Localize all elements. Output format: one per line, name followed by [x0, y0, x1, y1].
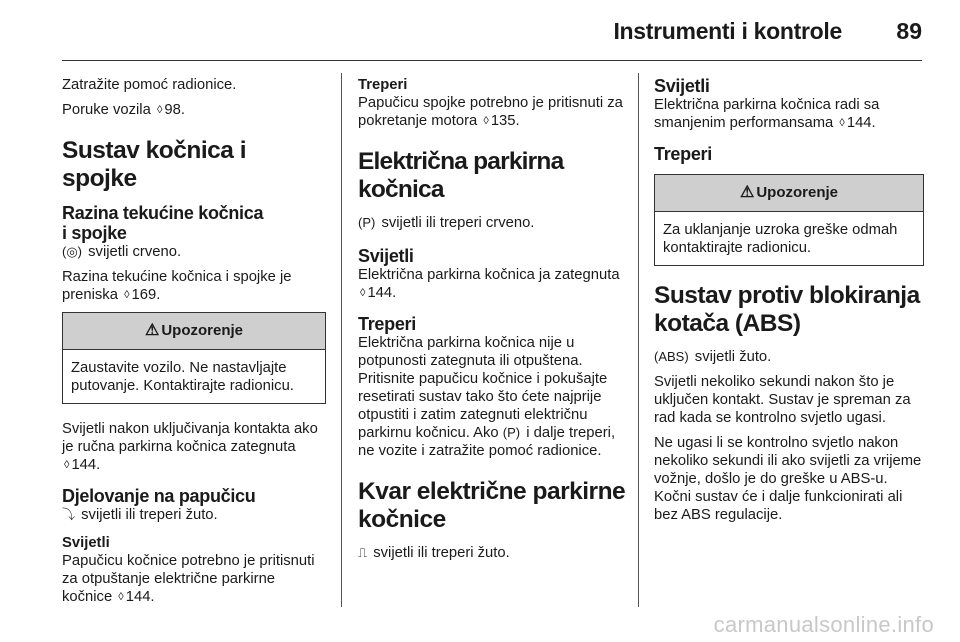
- reference-arrow-icon: ◊: [483, 115, 489, 127]
- section-heading: [358, 478, 628, 534]
- text: svijetli crveno.: [88, 244, 182, 260]
- subsection-heading: Svijetli: [358, 246, 414, 266]
- paragraph: [654, 96, 924, 132]
- paragraph: [358, 334, 628, 460]
- text: Poruke vozila: [62, 102, 151, 118]
- warning-box: [654, 174, 924, 266]
- text: Papučicu spojke potrebno je pritisnuti za pokretanje motora: [358, 95, 623, 129]
- reference-arrow-icon: ◊: [156, 104, 163, 116]
- warning-triangle-icon: ⚠: [144, 322, 160, 339]
- text: Upozorenje: [161, 322, 244, 339]
- warning-title: [655, 175, 923, 212]
- text: svijetli žuto.: [694, 349, 772, 365]
- page-reference[interactable]: 144.: [71, 457, 101, 473]
- parking-brake-fault-icon: ⎍: [358, 545, 368, 560]
- heading-line: Razina tekućine kočnica: [62, 203, 264, 223]
- text: Razina tekućine kočnica i spojke je preniska: [62, 269, 292, 303]
- subsection-heading: Treperi: [654, 144, 712, 164]
- subsection-heading: Djelovanje na papučicu: [62, 486, 256, 506]
- pedal-icon: ⤵: [62, 507, 76, 522]
- paragraph: [654, 348, 924, 366]
- heading-line: kočnice: [358, 506, 446, 533]
- minor-heading: Svijetli: [62, 535, 110, 551]
- text: svijetli ili treperi crveno.: [381, 215, 535, 231]
- parking-brake-icon: (P): [358, 215, 376, 230]
- text: Električna parkirna kočnica radi sa smanjenim performansama: [654, 97, 880, 131]
- text: Električna parkirna kočnica nije u potpunosti zategnuta ili otpuštena. Pritisnite papučicu kočnice i pokušajte resetirati sustav tako što ćete najprije otpustiti i zatim zategnuti električnu parkirnu kočnicu. Ako: [358, 335, 608, 441]
- paragraph: Ne ugasi li se kontrolno svjetlo nakon nekoliko sekundi ili ako svijetli za vrijeme vožnje, došlo je do greške u ABS-u. Kočni sustav će i dalje funkcionirati ali bez ABS regulacije.: [654, 435, 922, 523]
- paragraph: Zatražite pomoć radionice.: [62, 77, 237, 93]
- text: Električna parkirna kočnica ja zategnuta: [358, 267, 620, 283]
- text: i dalje treperi, ne vozite i zatražite pomoć radionice.: [358, 425, 616, 459]
- warning-box: [62, 312, 326, 404]
- warning-title: [63, 313, 325, 350]
- watermark: carmanualsonline.info: [713, 612, 934, 637]
- text: Upozorenje: [756, 184, 839, 201]
- reference-arrow-icon: ◊: [839, 117, 845, 129]
- subsection-heading: [62, 203, 326, 243]
- column-2: [358, 76, 628, 569]
- reference-arrow-icon: ◊: [360, 287, 366, 299]
- section-heading: Sustav kočnica i spojke: [62, 137, 247, 192]
- paragraph: [62, 506, 326, 524]
- parking-brake-icon: (P): [502, 425, 521, 440]
- warning-body: Zaustavite vozilo. Ne nastavljajte putovanje. Kontaktirajte radionicu.: [71, 360, 294, 394]
- heading-line: Kvar električne parkirne: [358, 478, 626, 505]
- header-title: Instrumenti i kontrole: [613, 18, 842, 44]
- column-1: [62, 76, 326, 613]
- page-reference[interactable]: 144.: [125, 589, 155, 605]
- subsection-heading: Treperi: [358, 314, 416, 334]
- text: Svijetli nakon uključivanja kontakta ako je ručna parkirna kočnica zategnuta: [62, 421, 318, 455]
- reference-arrow-icon: ◊: [118, 591, 124, 603]
- page-reference[interactable]: 98.: [164, 102, 185, 118]
- reference-arrow-icon: ◊: [64, 459, 70, 471]
- section-heading: Električna parkirna kočnica: [358, 148, 564, 203]
- paragraph: [62, 268, 326, 304]
- column-3: [654, 76, 924, 531]
- column-divider-1: [341, 73, 342, 607]
- text: Papučicu kočnice potrebno je pritisnuti za otpuštanje električne parkirne kočnice: [62, 553, 315, 605]
- heading-line: i spojke: [62, 223, 127, 243]
- minor-heading: Treperi: [358, 77, 408, 93]
- paragraph: [358, 214, 628, 232]
- page-reference[interactable]: 144.: [846, 115, 876, 131]
- text: svijetli ili treperi žuto.: [373, 545, 510, 561]
- warning-body: Za uklanjanje uzroka greške odmah kontaktirajte radionicu.: [663, 222, 898, 256]
- paragraph: [62, 243, 326, 261]
- paragraph: [358, 266, 628, 302]
- warning-triangle-icon: ⚠: [739, 184, 755, 201]
- brake-fluid-icon: (◎): [62, 244, 83, 259]
- abs-icon: (ABS): [654, 349, 689, 364]
- reference-arrow-icon: ◊: [124, 289, 130, 301]
- subsection-heading: Svijetli: [654, 76, 710, 96]
- heading-line: Sustav protiv blokiranja: [654, 282, 920, 309]
- paragraph: [358, 94, 628, 130]
- paragraph: [62, 420, 326, 474]
- header-divider: [62, 60, 922, 61]
- paragraph: [358, 544, 628, 562]
- paragraph: Svijetli nekoliko sekundi nakon što je uključen kontakt. Sustav je spreman za rad kada se kontrolno svjetlo ugasi.: [654, 374, 911, 426]
- page-reference[interactable]: 169.: [131, 287, 161, 303]
- page-header: [0, 0, 960, 60]
- page-number: 89: [896, 18, 922, 44]
- page-reference[interactable]: 135.: [490, 113, 520, 129]
- paragraph: [62, 552, 326, 606]
- heading-line: kotača (ABS): [654, 310, 801, 337]
- text: svijetli ili treperi žuto.: [81, 507, 218, 523]
- paragraph: [62, 101, 326, 119]
- column-divider-2: [638, 73, 639, 607]
- section-heading: [654, 282, 924, 338]
- page-reference[interactable]: 144.: [367, 285, 397, 301]
